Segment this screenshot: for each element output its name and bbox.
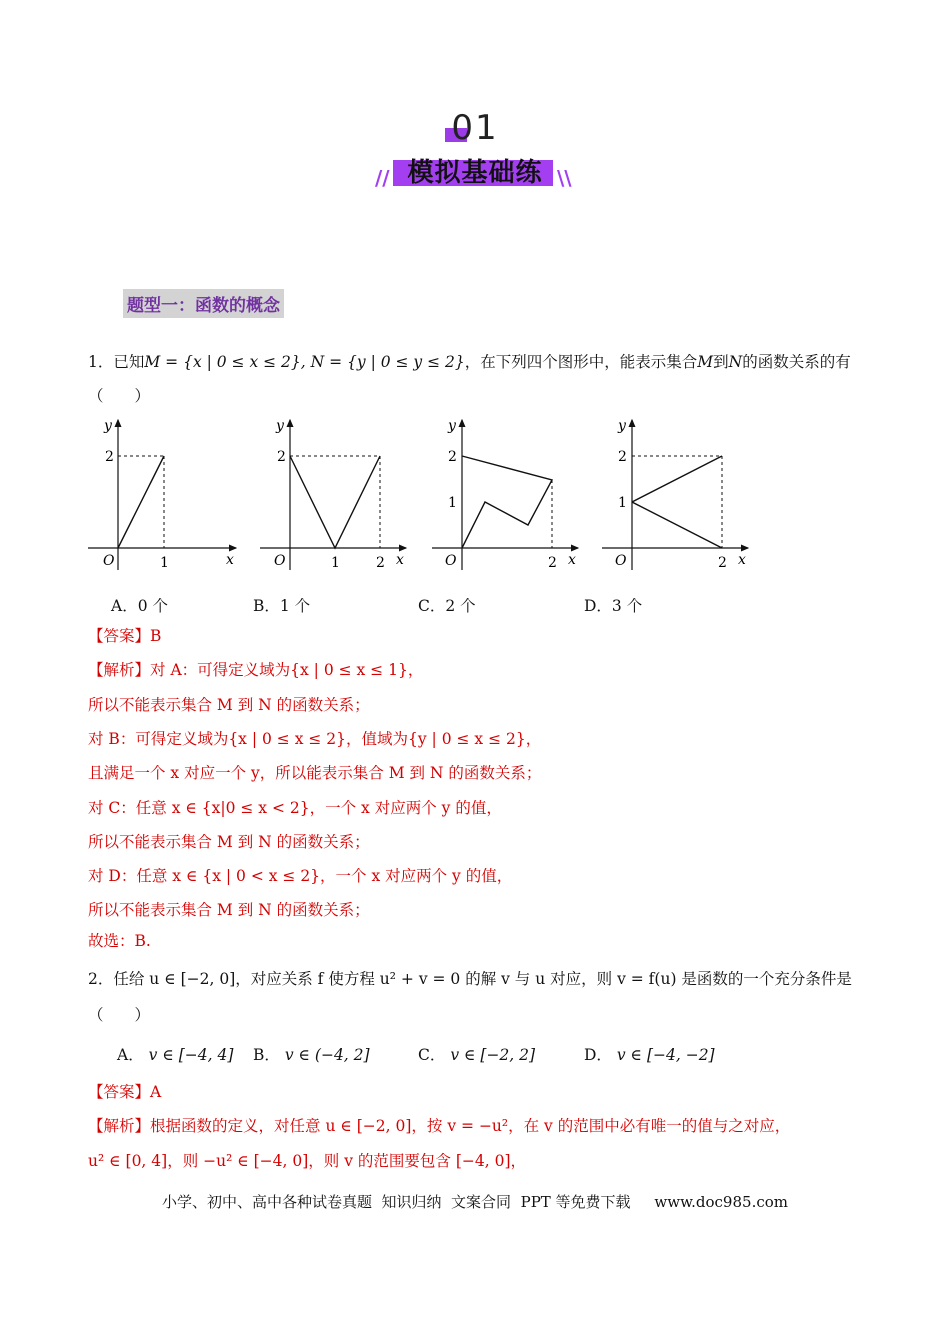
header-right-deco: \\ bbox=[557, 166, 572, 190]
graph-d-origin: O bbox=[615, 553, 627, 569]
graph-b-x-label: x bbox=[396, 552, 404, 568]
graph-a bbox=[88, 418, 236, 571]
q1-answer: 【答案】B bbox=[88, 627, 162, 645]
graph-d-x-label: x bbox=[738, 552, 746, 568]
graph-b bbox=[260, 418, 406, 571]
graph-c-x-label: x bbox=[568, 552, 576, 568]
q1-analysis-9: 故选：B. bbox=[88, 932, 151, 950]
section-title: 题型一：函数的概念 bbox=[123, 289, 284, 318]
q2-stem: 2．任给 u ∈ [−2, 0]，对应关系 f 使方程 u² + v = 0 的解 v 与 u 对应，则 v = f(u) 是函数的一个充分条件是 bbox=[88, 970, 852, 988]
q1-analysis-1: 【解析】对 A：可得定义域为{x | 0 ≤ x ≤ 1}， bbox=[88, 661, 424, 679]
graph-b-tick-2y: 2 bbox=[277, 449, 286, 465]
q1-analysis-3: 对 B：可得定义域为{x | 0 ≤ x ≤ 2}，值域为{y | 0 ≤ x ≤ 2}， bbox=[88, 730, 542, 748]
graph-c-tick-2y: 2 bbox=[448, 449, 457, 465]
q2-option-b[interactable]: B． v ∈ (−4, 2] bbox=[253, 1046, 370, 1064]
q2-analysis-2: u² ∈ [0, 4]，则 −u² ∈ [−4, 0]，则 v 的范围要包含 [−4, 0]， bbox=[88, 1152, 526, 1170]
graph-a-origin: O bbox=[103, 553, 115, 569]
graph-a-tick-2: 2 bbox=[105, 449, 114, 465]
q2-option-a[interactable]: A． v ∈ [−4, 4] bbox=[117, 1046, 234, 1064]
graph-d-y-label: y bbox=[618, 418, 626, 434]
q1-option-c[interactable]: C．2 个 bbox=[418, 597, 476, 615]
graph-b-tick-2x: 2 bbox=[376, 555, 385, 571]
graph-c-origin: O bbox=[445, 553, 457, 569]
graph-c-y-label: y bbox=[448, 418, 456, 434]
graph-d-tick-1y: 1 bbox=[618, 495, 627, 511]
q2-option-d[interactable]: D． v ∈ [−4, −2] bbox=[584, 1046, 715, 1064]
graph-a-x-label: x bbox=[226, 552, 234, 568]
graph-c-tick-2x: 2 bbox=[548, 555, 557, 571]
q1-analysis-8: 所以不能表示集合 M 到 N 的函数关系； bbox=[88, 901, 370, 919]
graph-b-origin: O bbox=[274, 553, 286, 569]
q1-analysis-4: 且满足一个 x 对应一个 y，所以能表示集合 M 到 N 的函数关系； bbox=[88, 764, 542, 782]
graph-b-y-label: y bbox=[276, 418, 284, 434]
q1-graphs bbox=[80, 410, 780, 580]
graph-a-tick-1: 1 bbox=[160, 555, 169, 571]
q1-paren: （ ） bbox=[88, 387, 151, 405]
graph-c bbox=[432, 418, 578, 571]
q1-analysis-7: 对 D：任意 x ∈ {x | 0 < x ≤ 2}，一个 x 对应两个 y 的值， bbox=[88, 867, 513, 885]
graph-c-tick-1y: 1 bbox=[448, 495, 457, 511]
q1-analysis-6: 所以不能表示集合 M 到 N 的函数关系； bbox=[88, 833, 370, 851]
q1-analysis-5: 对 C：任意 x ∈ {x|0 ≤ x < 2}，一个 x 对应两个 y 的值， bbox=[88, 799, 502, 817]
page-footer: 小学、初中、高中各种试卷真题 知识归纳 文案合同 PPT 等免费下载 www.doc985.com bbox=[161, 1193, 788, 1211]
graph-d-tick-2y: 2 bbox=[618, 449, 627, 465]
q1-analysis-2: 所以不能表示集合 M 到 N 的函数关系； bbox=[88, 696, 370, 714]
graph-b-tick-1: 1 bbox=[331, 555, 340, 571]
q1-stem: 1．已知M = {x | 0 ≤ x ≤ 2}, N = {y | 0 ≤ y ≤ 2}，在下列四个图形中，能表示集合M到N的函数关系的有 bbox=[88, 353, 851, 371]
graph-a-y-label: y bbox=[104, 418, 112, 434]
q2-analysis-1: 【解析】根据函数的定义，对任意 u ∈ [−2, 0]，按 v = −u²，在 v 的范围中必有唯一的值与之对应， bbox=[88, 1117, 791, 1135]
q2-answer: 【答案】A bbox=[88, 1083, 162, 1101]
graph-d-tick-2x: 2 bbox=[718, 555, 727, 571]
header-number: 01 bbox=[451, 108, 499, 148]
q1-option-b[interactable]: B．1 个 bbox=[253, 597, 311, 615]
header-title: 模拟基础练 bbox=[407, 158, 543, 188]
q2-paren: （ ） bbox=[88, 1006, 151, 1024]
q1-option-d[interactable]: D．3 个 bbox=[584, 597, 643, 615]
q2-option-c[interactable]: C． v ∈ [−2, 2] bbox=[418, 1046, 536, 1064]
q1-option-a[interactable]: A．0 个 bbox=[111, 597, 168, 615]
graph-d bbox=[602, 418, 748, 571]
header-left-deco: // bbox=[375, 166, 390, 190]
